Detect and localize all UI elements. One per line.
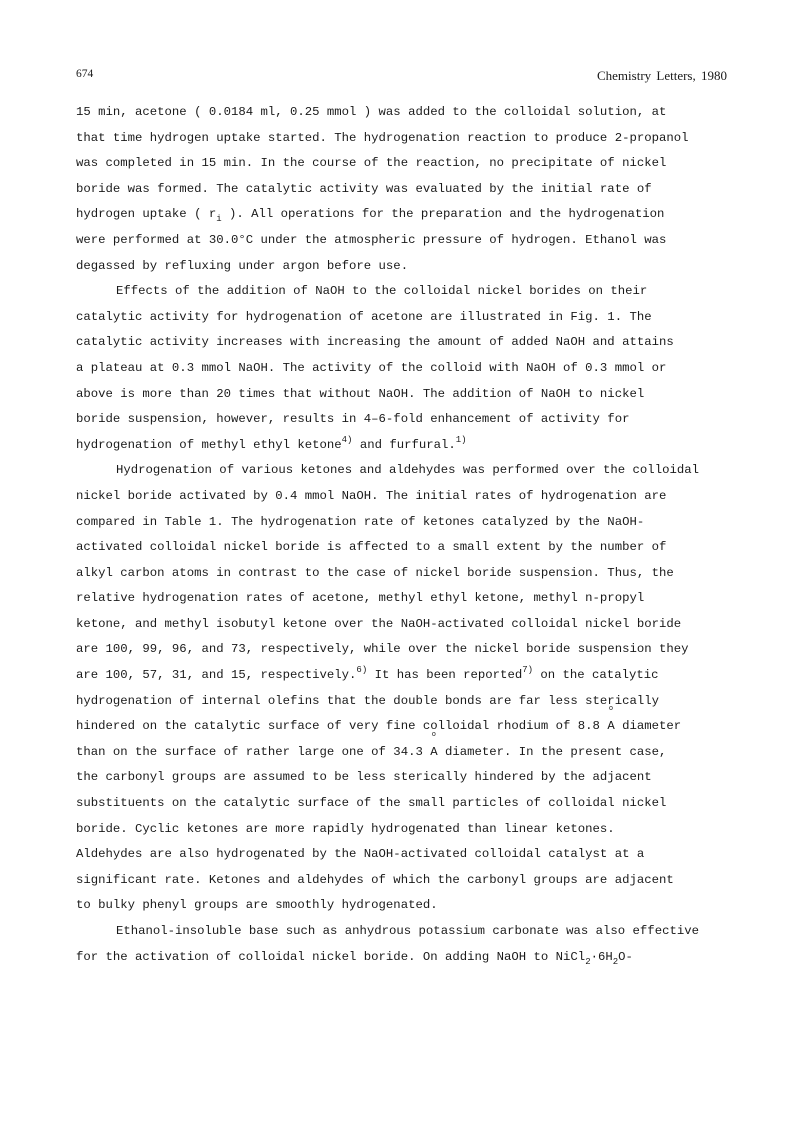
text-line (76, 714, 736, 740)
citation-superscript: 6) (356, 665, 368, 676)
text-line (76, 663, 736, 689)
text-line: Ethanol-insoluble base such as anhydrous potassium carbonate was also effective (116, 924, 699, 938)
text-line: significant rate. Ketones and aldehydes of which the carbonyl groups are adjacent (76, 872, 674, 887)
text-line: 15 min, acetone ( 0.0184 ml, 0.25 mmol ) was added to the colloidal solution, at (76, 105, 667, 119)
text-line (76, 945, 736, 971)
text-span: ). All operations for the preparation and the hydrogenation (221, 207, 665, 222)
angstrom-symbol: o A (607, 714, 614, 740)
text-line (76, 433, 736, 459)
text-line: activated colloidal nickel boride is affected to a small extent by the number of (76, 540, 667, 555)
angstrom-symbol: o A (430, 740, 437, 766)
citation-superscript: 7) (522, 665, 534, 676)
text-line: compared in Table 1. The hydrogenation rate of ketones catalyzed by the NaOH- (76, 514, 645, 529)
text-span: hindered on the catalytic surface of very fine colloidal rhodium of 8.8 (76, 719, 608, 734)
text-span: and furfural. (352, 437, 456, 452)
journal-title: Chemistry Letters, 1980 (596, 68, 727, 83)
text-line: catalytic activity increases with increasing the amount of added NaOH and attains (76, 335, 674, 350)
text-line: was completed in 15 min. In the course of the reaction, no precipitate of nickel (76, 156, 667, 171)
text-line: above is more than 20 times that without NaOH. The addition of NaOH to nickel (76, 386, 645, 401)
text-line: boride suspension, however, results in 4–6-fold enhancement of activity for (76, 412, 630, 427)
citation-superscript: 1) (455, 434, 467, 445)
subscript: 2 (585, 956, 591, 967)
text-span: for the activation of colloidal nickel boride. On adding NaOH to NiCl (76, 949, 586, 964)
running-header (76, 68, 727, 88)
body-text (76, 100, 736, 970)
text-line (76, 740, 736, 766)
text-line: relative hydrogenation rates of acetone, methyl ethyl ketone, methyl n-propyl (76, 591, 645, 606)
text-line: Hydrogenation of various ketones and aldehydes was performed over the colloidal (116, 463, 699, 478)
text-span: hydrogenation of methyl ethyl ketone (76, 437, 342, 452)
paragraph-3 (76, 458, 736, 919)
text-span: It has been reported (367, 668, 523, 683)
text-span: on the catalytic (533, 668, 659, 683)
text-line: are 100, 99, 96, and 73, respectively, while over the nickel boride suspension they (76, 642, 689, 657)
paragraph-1 (76, 100, 736, 279)
subscript: i (216, 214, 222, 225)
text-line: boride was formed. The catalytic activity was evaluated by the initial rate of (76, 181, 652, 196)
text-line: the carbonyl groups are assumed to be less sterically hindered by the adjacent (76, 770, 652, 785)
text-line: substituents on the catalytic surface of the small particles of colloidal nickel (76, 796, 667, 811)
text-line (76, 202, 736, 228)
text-line: catalytic activity for hydrogenation of acetone are illustrated in Fig. 1. The (76, 309, 652, 324)
text-line: ketone, and methyl isobutyl ketone over the NaOH-activated colloidal nickel boride (76, 616, 682, 631)
page-number: 674 (76, 68, 94, 80)
text-line: to bulky phenyl groups are smoothly hydrogenated. (76, 898, 438, 913)
paragraph-2 (76, 279, 736, 458)
text-line: boride. Cyclic ketones are more rapidly hydrogenated than linear ketones. (76, 821, 615, 836)
text-span: ·6H (590, 949, 613, 964)
text-line: alkyl carbon atoms in contrast to the case of nickel boride suspension. Thus, the (76, 565, 674, 580)
text-line: Aldehydes are also hydrogenated by the NaOH-activated colloidal catalyst at a (76, 847, 645, 862)
text-line: hydrogenation of internal olefins that the double bonds are far less sterically (76, 693, 659, 708)
text-line: were performed at 30.0°C under the atmospheric pressure of hydrogen. Ethanol was (76, 232, 667, 247)
citation-superscript: 4) (341, 434, 353, 445)
text-line: degassed by refluxing under argon before use. (76, 258, 409, 273)
subscript: 2 (612, 956, 619, 967)
paragraph-4 (76, 919, 736, 970)
text-span: are 100, 57, 31, and 15, respectively. (76, 668, 357, 683)
text-line: Effects of the addition of NaOH to the colloidal nickel borides on their (116, 284, 648, 299)
text-line: that time hydrogen uptake started. The hydrogenation reaction to produce 2-propanol (76, 130, 689, 145)
text-span: diameter. In the present case, (437, 744, 667, 759)
text-line: nickel boride activated by 0.4 mmol NaOH. The initial rates of hydrogenation are (76, 488, 667, 503)
text-span: hydrogen uptake ( r (76, 207, 217, 222)
text-span: diameter (614, 719, 682, 734)
text-span: than on the surface of rather large one of 34.3 (76, 744, 431, 759)
text-span: O- (618, 949, 633, 964)
text-line: a plateau at 0.3 mmol NaOH. The activity of the colloid with NaOH of 0.3 mmol or (76, 360, 667, 375)
